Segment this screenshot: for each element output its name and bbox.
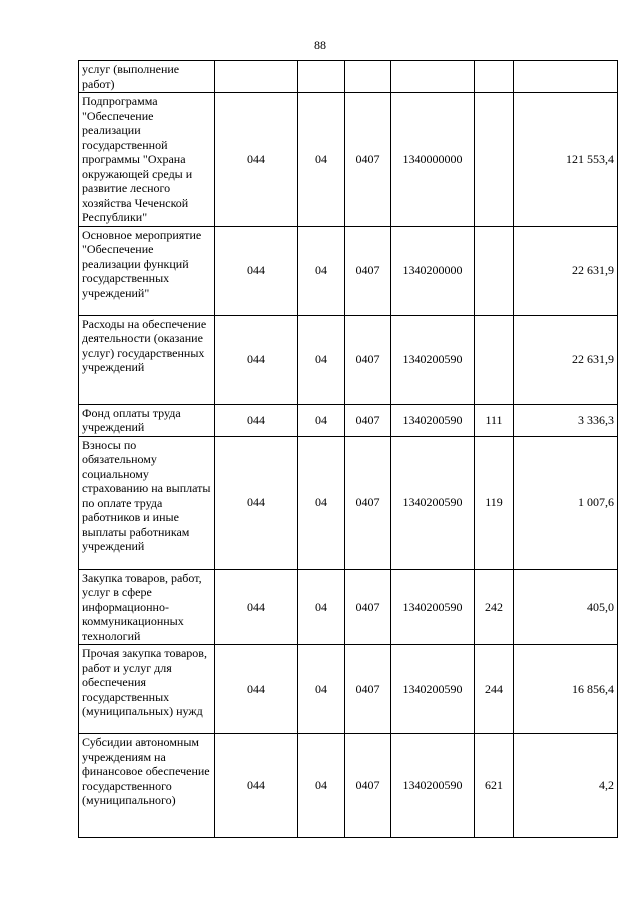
section-cell: 04	[298, 93, 345, 227]
amount-cell: 405,0	[514, 569, 618, 645]
row-name-cell: Основное мероприятие "Обеспечение реализации функций государственных учреждений"	[79, 226, 215, 315]
row-name-cell: Подпрограмма "Обеспечение реализации государственной программы "Охрана окружающей среды и развитие лесного хозяйства Чеченской Республики"	[79, 93, 215, 227]
table-row	[79, 404, 618, 436]
expense-type-cell: 244	[475, 645, 514, 734]
expense-type-cell: 119	[475, 436, 514, 569]
budget-table	[78, 60, 618, 838]
ministry-cell: 044	[215, 404, 298, 436]
table-row	[79, 436, 618, 569]
ministry-cell: 044	[215, 734, 298, 838]
amount-cell	[514, 61, 618, 93]
subsection-cell: 0407	[345, 436, 391, 569]
section-cell: 04	[298, 734, 345, 838]
subsection-cell: 0407	[345, 226, 391, 315]
row-name-cell: Фонд оплаты труда учреждений	[79, 404, 215, 436]
section-cell: 04	[298, 436, 345, 569]
target-cell	[391, 61, 475, 93]
table-row	[79, 61, 618, 93]
section-cell: 04	[298, 315, 345, 404]
subsection-cell: 0407	[345, 404, 391, 436]
amount-cell: 3 336,3	[514, 404, 618, 436]
budget-table-body	[79, 61, 618, 838]
row-name-cell: услуг (выполнение работ)	[79, 61, 215, 93]
table-row	[79, 315, 618, 404]
expense-type-cell	[475, 61, 514, 93]
table-row	[79, 569, 618, 645]
amount-cell: 16 856,4	[514, 645, 618, 734]
table-row	[79, 734, 618, 838]
expense-type-cell: 621	[475, 734, 514, 838]
subsection-cell: 0407	[345, 645, 391, 734]
target-cell: 1340200000	[391, 226, 475, 315]
ministry-cell: 044	[215, 315, 298, 404]
amount-cell: 121 553,4	[514, 93, 618, 227]
amount-cell: 1 007,6	[514, 436, 618, 569]
section-cell: 04	[298, 645, 345, 734]
ministry-cell: 044	[215, 645, 298, 734]
amount-cell: 4,2	[514, 734, 618, 838]
section-cell	[298, 61, 345, 93]
expense-type-cell	[475, 315, 514, 404]
row-name-cell: Закупка товаров, работ, услуг в сфере информационно-коммуникационных технологий	[79, 569, 215, 645]
subsection-cell: 0407	[345, 315, 391, 404]
subsection-cell: 0407	[345, 93, 391, 227]
target-cell: 1340200590	[391, 436, 475, 569]
ministry-cell: 044	[215, 436, 298, 569]
subsection-cell: 0407	[345, 734, 391, 838]
target-cell: 1340200590	[391, 315, 475, 404]
ministry-cell: 044	[215, 226, 298, 315]
subsection-cell	[345, 61, 391, 93]
section-cell: 04	[298, 569, 345, 645]
row-name-cell: Взносы по обязательному социальному страхованию на выплаты по оплате труда работников и иные выплаты работникам учреждений	[79, 436, 215, 569]
target-cell: 1340200590	[391, 734, 475, 838]
row-name-cell: Прочая закупка товаров, работ и услуг для обеспечения государственных (муниципальных) нужд	[79, 645, 215, 734]
row-name-cell: Субсидии автономным учреждениям на финансовое обеспечение государственного (муниципального)	[79, 734, 215, 838]
section-cell: 04	[298, 404, 345, 436]
table-row	[79, 226, 618, 315]
ministry-cell: 044	[215, 93, 298, 227]
ministry-cell: 044	[215, 569, 298, 645]
table-row	[79, 645, 618, 734]
page-number: 88	[314, 38, 326, 52]
target-cell: 1340200590	[391, 645, 475, 734]
subsection-cell: 0407	[345, 569, 391, 645]
expense-type-cell	[475, 93, 514, 227]
target-cell: 1340000000	[391, 93, 475, 227]
expense-type-cell	[475, 226, 514, 315]
amount-cell: 22 631,9	[514, 226, 618, 315]
expense-type-cell: 242	[475, 569, 514, 645]
expense-type-cell: 111	[475, 404, 514, 436]
table-row	[79, 93, 618, 227]
section-cell: 04	[298, 226, 345, 315]
target-cell: 1340200590	[391, 569, 475, 645]
amount-cell: 22 631,9	[514, 315, 618, 404]
row-name-cell: Расходы на обеспечение деятельности (оказание услуг) государственных учреждений	[79, 315, 215, 404]
target-cell: 1340200590	[391, 404, 475, 436]
ministry-cell	[215, 61, 298, 93]
